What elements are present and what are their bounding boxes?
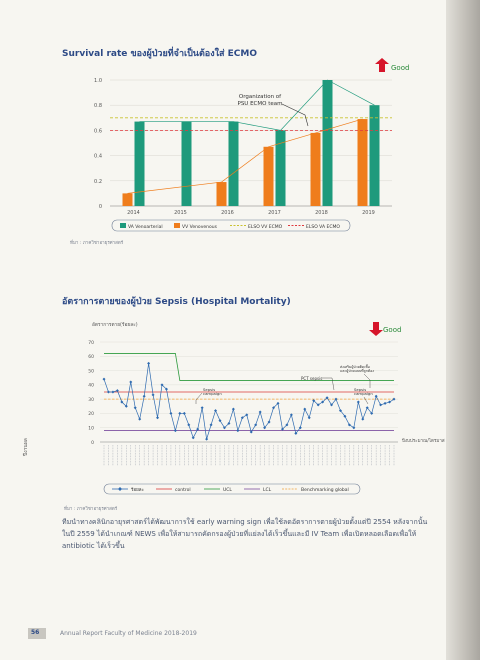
legend-ucl-label: UCL <box>223 488 232 493</box>
va-bar <box>229 122 239 206</box>
mortality-rate-point <box>205 438 208 441</box>
chart2-y-tick-label: 40 <box>88 383 94 389</box>
mortality-rate-point <box>111 391 114 394</box>
chart1-y-tick-label: 0.4 <box>94 153 102 160</box>
chart1-y-tick-label: 0.2 <box>94 178 102 185</box>
annot-sepsis1-line1: Sepsis <box>203 387 216 392</box>
chart2-y-tick-label: 0 <box>91 440 94 446</box>
annot-sepsis2-line2: campaign <box>354 391 373 396</box>
annot-sepsis1-pointer <box>196 393 202 404</box>
mortality-rate-point <box>183 412 186 415</box>
annot-sepsis2-line1: Sepsis <box>354 387 367 392</box>
chart2-y-tick-label: 10 <box>88 426 94 432</box>
mortality-rate-point <box>259 411 262 414</box>
chart2-y-tick-label: 70 <box>88 340 94 346</box>
mortality-rate-point <box>384 402 387 405</box>
vv-bar <box>358 119 368 206</box>
mortality-rate-point <box>169 412 172 415</box>
annot-sepsis2-pointer <box>364 397 368 404</box>
mortality-rate-point <box>357 401 360 404</box>
legend-control-label: control <box>175 488 191 493</box>
annot-rr-pointer <box>364 374 370 388</box>
vv-bar <box>217 182 227 206</box>
legend-vv-label: VV Venovenous <box>182 225 217 230</box>
legend-vv-swatch <box>174 223 180 228</box>
mortality-rate-point <box>214 409 217 412</box>
mortality-rate-point <box>156 416 159 419</box>
mortality-rate-point <box>192 436 195 439</box>
chart2-good-label: Good <box>383 326 402 334</box>
mortality-rate-point <box>303 408 306 411</box>
chart1-x-tick-label: 2017 <box>268 210 281 216</box>
annot-rr-line2: และผู้ป่วยแบบที่ถูกต้อง <box>340 369 374 373</box>
chart1-x-tick-label: 2019 <box>362 210 375 216</box>
sepsis-mortality-chart <box>64 318 445 518</box>
chart1-x-ticks <box>127 210 375 216</box>
chart2-legend <box>104 484 360 494</box>
chart1-legend <box>112 220 350 231</box>
chart1-x-tick-label: 2015 <box>174 210 187 216</box>
va-bar <box>135 122 145 206</box>
va-bar <box>323 80 333 206</box>
mortality-rate-point <box>210 423 213 426</box>
legend-rate-marker <box>118 487 122 491</box>
vv-bar <box>123 193 133 206</box>
mortality-rate-point <box>103 378 106 381</box>
chart2-y-tick-label: 50 <box>88 369 94 375</box>
mortality-rate-point <box>379 403 382 406</box>
margin-note: ปีงานผล <box>23 438 29 456</box>
annot-pct-pointer <box>322 378 334 390</box>
mortality-rate-point <box>236 429 239 432</box>
chart1-x-tick-label: 2016 <box>221 210 234 216</box>
mortality-rate-point <box>174 429 177 432</box>
chart2-y-tick-label: 30 <box>88 397 94 403</box>
legend-lcl-label: LCL <box>263 488 272 493</box>
chart2-x-axis-label: ปีงบประมาณ/ไตรมาส <box>402 439 445 444</box>
chart1-x-tick-label: 2018 <box>315 210 328 216</box>
mortality-rate-point <box>361 418 364 421</box>
legend-benchmark-label: Benchmarking global <box>301 488 349 493</box>
chart1-title: Survival rate ของผู้ป่วยที่จำเป็นต้องใส่ ECMO <box>62 49 257 59</box>
mortality-rate-point <box>107 391 110 394</box>
page-gutter-shadow <box>446 0 480 660</box>
vv-bar <box>264 147 274 206</box>
chart2-y-ticks <box>88 340 94 446</box>
mortality-rate-point <box>232 408 235 411</box>
mortality-rate-point <box>138 418 141 421</box>
chart1-annotation-line1: Organization of <box>238 94 282 100</box>
survival-rate-chart <box>70 58 410 273</box>
chart1-annotation-line2: PSU ECMO team <box>237 101 283 107</box>
mortality-rate-point <box>134 406 137 409</box>
va-bar <box>370 105 380 206</box>
mortality-rate-point <box>178 412 181 415</box>
vv-bar <box>311 133 321 206</box>
chart1-good-arrow-icon <box>375 58 389 72</box>
chart2-y-axis-label: อัตราการตาย(ร้อยละ) <box>92 323 138 328</box>
chart1-y-tick-label: 0 <box>98 204 102 210</box>
legend-elso-vv-label: ELSO VV ECMO <box>248 225 283 230</box>
chart1-source: ที่มา : ภาควิชาอายุรศาสตร์ <box>70 241 124 246</box>
mortality-rate-point <box>290 413 293 416</box>
mortality-rate-point <box>152 393 155 396</box>
mortality-rate-point <box>308 416 311 419</box>
chart2-y-tick-label: 60 <box>88 355 94 361</box>
va-bar <box>276 130 286 206</box>
legend-rate-label: ร้อยละ <box>131 488 144 493</box>
mortality-rate-point <box>129 381 132 384</box>
chart2-good-arrow-icon <box>369 322 383 336</box>
mortality-rate-point <box>375 395 378 398</box>
chart2-source: ที่มา : ภาควิชาอายุรศาสตร์ <box>64 507 118 512</box>
chart2-x-ticks <box>104 445 394 466</box>
annot-sepsis1-line2: campaign <box>203 391 222 396</box>
chart1-y-tick-label: 1.0 <box>94 78 102 84</box>
chart2-y-tick-label: 20 <box>88 412 94 418</box>
va-bar <box>182 122 192 206</box>
chart2-title: อัตราการตายของผู้ป่วย Sepsis (Hospital Mortality) <box>62 297 291 307</box>
legend-elso-va-label: ELSO VA ECMO <box>306 225 340 230</box>
chart1-x-tick-label: 2014 <box>127 210 140 216</box>
footer-page-number: 56 <box>31 629 40 636</box>
legend-va-swatch <box>120 223 126 228</box>
chart1-y-tick-label: 0.8 <box>94 103 102 110</box>
chart1-good-label: Good <box>391 64 410 72</box>
chart1-y-tick-label: 0.6 <box>94 128 102 135</box>
mortality-rate-point <box>187 423 190 426</box>
annot-rr-line1: ส่งเสริมผู้ป่วยติดเชื้อ <box>340 365 370 369</box>
footer-title: Annual Report Faculty of Medicine 2018-2019 <box>60 630 197 637</box>
chart1-y-ticks <box>94 78 102 210</box>
annot-pct-label: PCT sepsis <box>301 376 323 381</box>
legend-va-label: VA Venoarterial <box>128 225 163 230</box>
body-paragraph: ทีมนำทางคลินิกอายุรศาสตร์ได้พัฒนาการใช้ early warning sign เพื่อใช้ลดอัตราการตายผู้ป่วยตั้งแต่ปี 2554 หลังจากนั้นในปี 2559 ได้นำเกณฑ์ NEWS เพื่อให้สามารถคัดกรองผู้ป่วยที่แย่ลงได้เร็วขึ้นและมี IV Team เพื่อเปิดหลอดเลือดเพื่อให้ antibiotic ได้เร็วขึ้น <box>62 518 428 550</box>
mortality-rate-point <box>147 362 150 365</box>
mortality-rate-point <box>201 406 204 409</box>
mortality-rate-point <box>143 395 146 398</box>
